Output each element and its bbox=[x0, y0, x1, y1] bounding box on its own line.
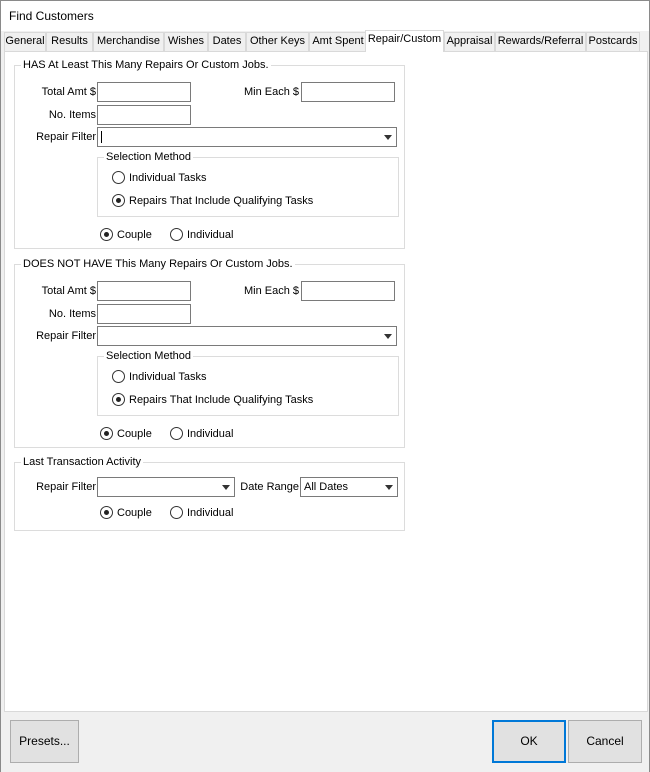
radio-off-icon bbox=[112, 171, 125, 184]
tab-strip bbox=[4, 30, 648, 51]
has-min-each-label: Min Each $ bbox=[243, 86, 299, 98]
has-total-amt-label: Total Amt $ bbox=[41, 86, 96, 98]
tab-results[interactable]: Results bbox=[46, 32, 93, 51]
radio-on-icon bbox=[112, 194, 125, 207]
dnh-individual-radio[interactable] bbox=[170, 426, 250, 442]
has-no-items-input[interactable] bbox=[97, 105, 191, 125]
lta-date-range-label: Date Range bbox=[240, 481, 299, 493]
tab-postcards[interactable]: Postcards bbox=[586, 32, 640, 51]
cancel-button[interactable]: Cancel bbox=[568, 720, 642, 763]
presets-button[interactable]: Presets... bbox=[10, 720, 79, 763]
dnh-individual-label: Individual bbox=[187, 428, 234, 440]
tab-amt-spent[interactable]: Amt Spent bbox=[309, 32, 367, 51]
ok-button[interactable]: OK bbox=[492, 720, 566, 763]
dnh-selection-method-title: Selection Method bbox=[106, 350, 191, 362]
lta-individual-radio[interactable] bbox=[170, 505, 250, 521]
title-bar bbox=[1, 1, 649, 31]
radio-on-icon bbox=[112, 393, 125, 406]
radio-on-icon bbox=[100, 506, 113, 519]
dnh-selection-method-group bbox=[97, 350, 399, 416]
tab-merchandise[interactable]: Merchandise bbox=[93, 32, 164, 51]
radio-on-icon bbox=[100, 427, 113, 440]
dnh-min-each-label: Min Each $ bbox=[243, 285, 299, 297]
radio-on-icon bbox=[100, 228, 113, 241]
dnh-couple-radio[interactable] bbox=[100, 426, 170, 442]
has-individual-tasks-label: Individual Tasks bbox=[129, 172, 207, 184]
dnh-total-amt-label: Total Amt $ bbox=[41, 285, 96, 297]
dnh-no-items-input[interactable] bbox=[97, 304, 191, 324]
dnh-couple-label: Couple bbox=[117, 428, 152, 440]
last-transaction-group-title: Last Transaction Activity bbox=[23, 456, 141, 468]
dnh-no-items-label: No. Items bbox=[48, 308, 96, 320]
tab-general[interactable]: General bbox=[4, 32, 46, 51]
tab-dates[interactable]: Dates bbox=[208, 32, 246, 51]
lta-couple-label: Couple bbox=[117, 507, 152, 519]
text-caret bbox=[101, 131, 102, 143]
dnh-individual-tasks-radio[interactable] bbox=[112, 369, 312, 385]
has-selection-method-title: Selection Method bbox=[106, 151, 191, 163]
dnh-repair-filter-label: Repair Filter bbox=[36, 330, 96, 342]
has-repairs-include-label: Repairs That Include Qualifying Tasks bbox=[129, 195, 314, 207]
window-title: Find Customers bbox=[9, 9, 94, 23]
repair-custom-panel bbox=[4, 51, 648, 712]
has-repair-filter-combo[interactable] bbox=[97, 127, 397, 147]
radio-off-icon bbox=[112, 370, 125, 383]
lta-repair-filter-label: Repair Filter bbox=[36, 481, 96, 493]
tab-rewards-referral[interactable]: Rewards/Referral bbox=[495, 32, 586, 51]
does-not-have-group bbox=[14, 258, 405, 448]
dnh-repair-filter-combo[interactable] bbox=[97, 326, 397, 346]
dnh-min-each-input[interactable] bbox=[301, 281, 395, 301]
dnh-individual-tasks-label: Individual Tasks bbox=[129, 371, 207, 383]
dnh-repairs-include-label: Repairs That Include Qualifying Tasks bbox=[129, 394, 314, 406]
has-individual-radio[interactable] bbox=[170, 227, 250, 243]
has-repair-filter-label: Repair Filter bbox=[36, 131, 96, 143]
lta-couple-radio[interactable] bbox=[100, 505, 170, 521]
chevron-down-icon[interactable] bbox=[380, 328, 395, 344]
dnh-repairs-include-radio[interactable] bbox=[112, 392, 372, 408]
has-repairs-include-radio[interactable] bbox=[112, 193, 372, 209]
tab-other-keys[interactable]: Other Keys bbox=[246, 32, 309, 51]
radio-off-icon bbox=[170, 506, 183, 519]
tab-wishes[interactable]: Wishes bbox=[164, 32, 208, 51]
chevron-down-icon[interactable] bbox=[218, 479, 233, 495]
lta-date-range-combo[interactable] bbox=[300, 477, 398, 497]
has-no-items-label: No. Items bbox=[48, 109, 96, 121]
has-repairs-group-title: HAS At Least This Many Repairs Or Custom Jobs. bbox=[23, 59, 269, 71]
dialog-footer bbox=[1, 712, 649, 772]
has-couple-radio[interactable] bbox=[100, 227, 170, 243]
radio-off-icon bbox=[170, 427, 183, 440]
lta-individual-label: Individual bbox=[187, 507, 234, 519]
has-repairs-group bbox=[14, 59, 405, 249]
tab-repair-custom[interactable]: Repair/Custom bbox=[365, 30, 444, 52]
chevron-down-icon[interactable] bbox=[380, 129, 395, 145]
radio-off-icon bbox=[170, 228, 183, 241]
lta-date-range-value: All Dates bbox=[304, 481, 349, 493]
has-individual-label: Individual bbox=[187, 229, 234, 241]
does-not-have-group-title: DOES NOT HAVE This Many Repairs Or Custom Jobs. bbox=[23, 258, 293, 270]
last-transaction-group bbox=[14, 456, 405, 531]
has-total-amt-input[interactable] bbox=[97, 82, 191, 102]
lta-repair-filter-combo[interactable] bbox=[97, 477, 235, 497]
has-couple-label: Couple bbox=[117, 229, 152, 241]
has-min-each-input[interactable] bbox=[301, 82, 395, 102]
chevron-down-icon[interactable] bbox=[381, 479, 396, 495]
dnh-total-amt-input[interactable] bbox=[97, 281, 191, 301]
has-selection-method-group bbox=[97, 151, 399, 217]
has-individual-tasks-radio[interactable] bbox=[112, 170, 312, 186]
tab-appraisal[interactable]: Appraisal bbox=[444, 32, 495, 51]
